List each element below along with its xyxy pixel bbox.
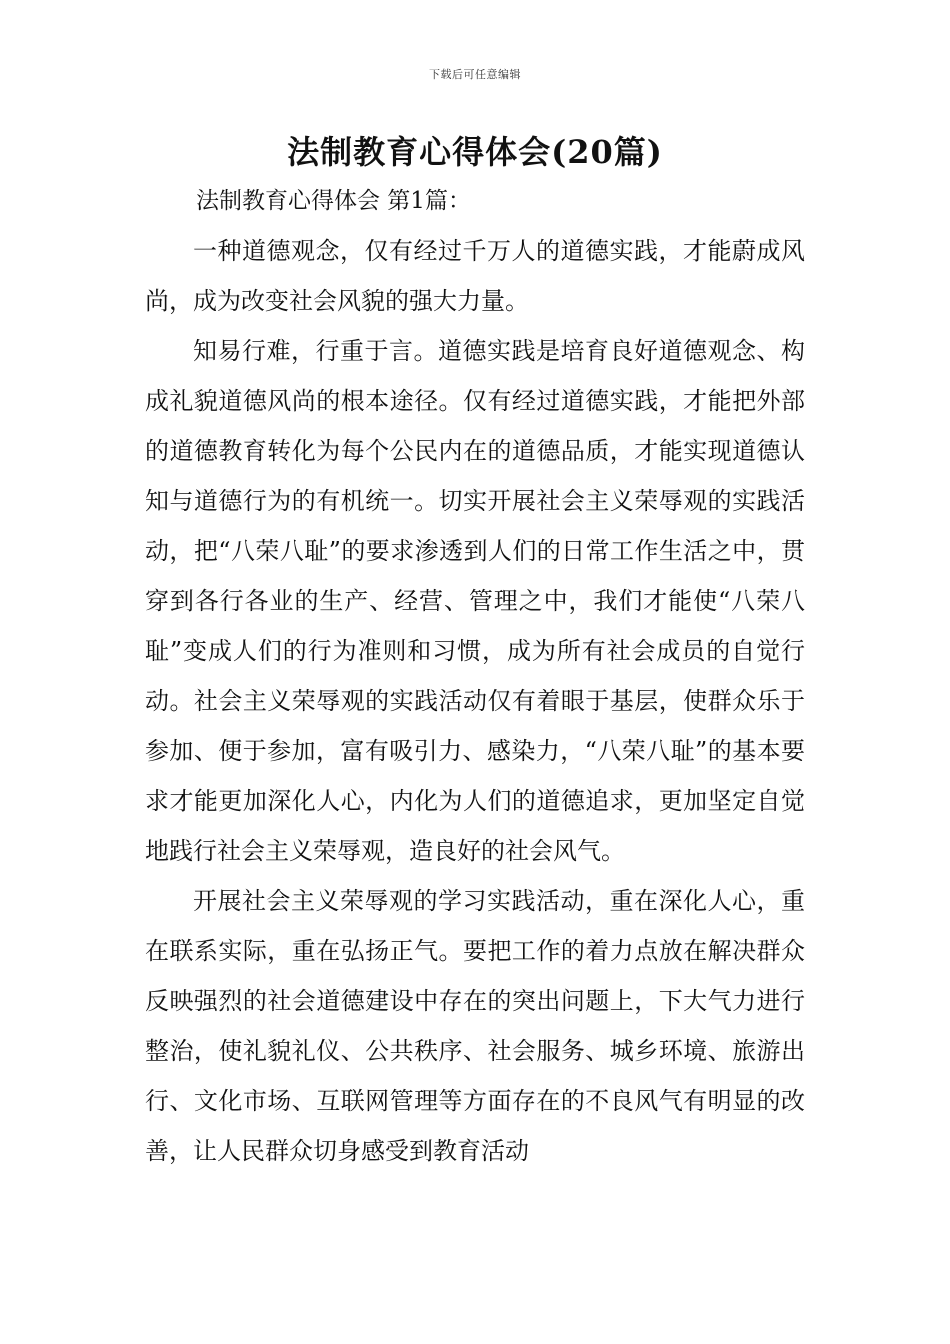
header-note: 下载后可任意编辑 xyxy=(429,68,521,81)
section-heading: 法制教育心得体会 第1篇： xyxy=(196,188,471,214)
paragraph: 一种道德观念，仅有经过千万人的道德实践，才能蔚成风尚，成为改变社会风貌的强大力量。 xyxy=(145,237,805,315)
paragraph: 知易行难，行重于言。道德实践是培育良好道德观念、构成礼貌道德风尚的根本途径。仅有经过道德实践，才能把外部的道德教育转化为每个公民内在的道德品质，才能实现道德认知与道德行为的有机统一。切实开展社会主义荣辱观的实践活动，把“八荣八耻”的要求渗透到人们的日常工作生活之中，贯穿到各行各业的生产、经营、管理之中，我们才能使“八荣八耻”变成人们的行为准则和习惯，成为所有社会成员的自觉行动。社会主义荣辱观的实践活动仅有着眼于基层，使群众乐于参加、便于参加，富有吸引力、感染力，“八荣八耻”的基本要求才能更加深化人心，内化为人们的道德追求，更加坚定自觉地践行社会主义荣辱观，造良好的社会风气。 xyxy=(145,337,805,865)
document-body xyxy=(145,226,805,1176)
document-title: 法制教育心得体会(20篇) xyxy=(287,133,663,171)
paragraph: 开展社会主义荣辱观的学习实践活动，重在深化人心，重在联系实际，重在弘扬正气。要把工作的着力点放在解决群众反映强烈的社会道德建设中存在的突出问题上，下大气力进行整治，使礼貌礼仪、公共秩序、社会服务、城乡环境、旅游出行、文化市场、互联网管理等方面存在的不良风气有明显的改善，让人民群众切身感受到教育活动 xyxy=(145,887,805,1165)
